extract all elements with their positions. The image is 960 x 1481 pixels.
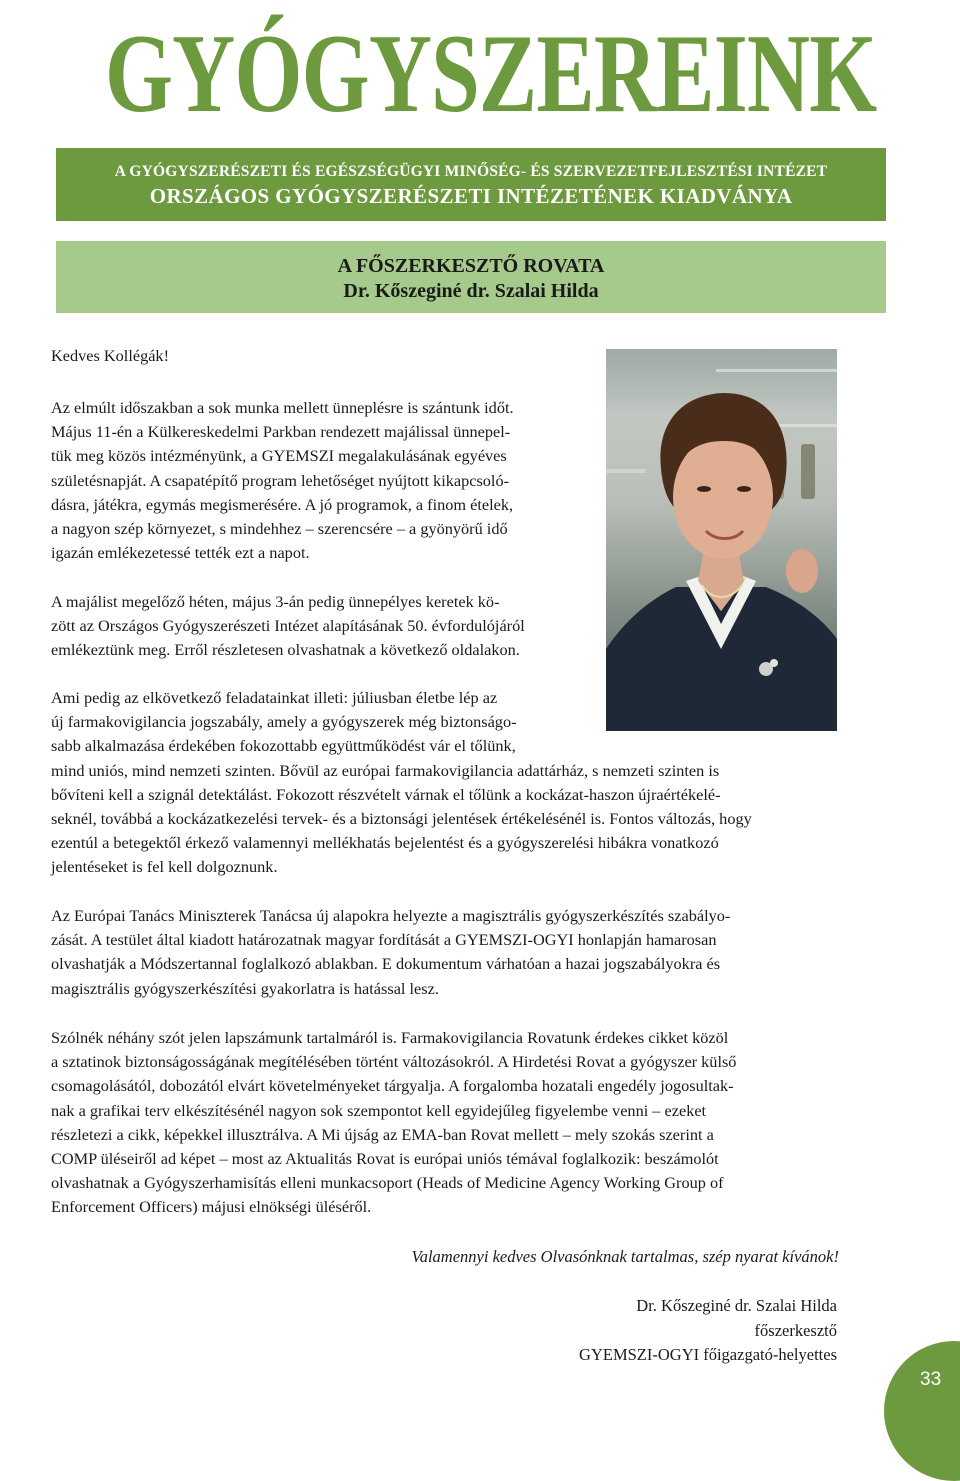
paragraph-line: bővíteni kell a szignál detektálást. Fokozott részvételt várnak el tőlünk a kockázat-haszon újraértékelé- — [51, 784, 721, 804]
publisher-banner — [56, 148, 886, 221]
paragraph-3 — [51, 686, 839, 880]
signature-name: Dr. Kőszeginé dr. Szalai Hilda — [636, 1296, 837, 1315]
column-heading: A FŐSZERKESZTŐ ROVATA — [337, 255, 605, 277]
paragraph-line: tük meg közös intézményünk, a GYEMSZI megalakulásának egyéves — [51, 446, 507, 466]
portrait-illustration — [606, 349, 837, 731]
paragraph-line: COMP üléseiről ad képet – most az Aktualitás Rovat is európai uniós témával foglalkozik: beszámolót — [51, 1149, 719, 1169]
paragraph-line: új farmakovigilancia jogszabály, amely a gyógyszerek még biztonságo- — [51, 712, 517, 732]
signature-role: főszerkesztő — [754, 1320, 837, 1340]
paragraph-1 — [51, 396, 607, 565]
closing-wish: Valamennyi kedves Olvasónknak tartalmas, szép nyarat kívánok! — [411, 1247, 839, 1266]
paragraph-line: Május 11-én a Külkereskedelmi Parkban rendezett majálissal ünnepel- — [51, 422, 511, 442]
author-portrait — [606, 349, 837, 731]
paragraph-4 — [51, 904, 839, 1001]
paragraph-line: seknél, továbbá a kockázatkezelési tervek- és a biztonsági jelentések értékelésénél is. Fontos változás, hogy — [51, 809, 752, 829]
paragraph-line: születésnapját. A csapatépítő program lehetőséget nyújtott kikapcsoló- — [51, 470, 510, 490]
paragraph-line: ezentúl a betegektől érkező valamennyi mellékhatás bejelentést és a gyógyszerelési hibákra vonatkozó — [51, 833, 719, 853]
paragraph-line: igazán emlékezetessé tették ezt a napot. — [51, 543, 310, 563]
paragraph-line: a nagyon szép környezet, s mindehhez – szerencsére – a gyönyörű idő — [51, 519, 508, 539]
column-author: Dr. Kőszeginé dr. Szalai Hilda — [343, 280, 599, 302]
paragraph-5 — [51, 1026, 839, 1220]
paragraph-line: Enforcement Officers) májusi elnökségi üléséről. — [51, 1197, 372, 1217]
paragraph-line: dásra, játékra, egymás megismerésére. A jó programok, a finom ételek, — [51, 494, 514, 514]
paragraph-line: a sztatinok biztonságosságának megítélésében történt változásokról. A Hirdetési Rovat a gyógyszer külső — [51, 1052, 737, 1072]
paragraph-line: jelentéseket is fel kell dolgoznunk. — [51, 857, 278, 877]
greeting: Kedves Kollégák! — [51, 346, 169, 365]
paragraph-line: Ami pedig az elkövetkező feladatainkat illeti: júliusban életbe lép az — [51, 688, 498, 707]
masthead-title: GYÓGYSZEREINK — [105, 12, 877, 136]
paragraph-line: Szólnék néhány szót jelen lapszámunk tartalmáról is. Farmakovigilancia Rovatunk érdekes cikket közöl — [51, 1028, 729, 1047]
paragraph-line: részletezi a cikk, képekkel illusztrálva. A Mi újság az EMA-ban Rovat mellett – mely szokás szerint a — [51, 1124, 714, 1144]
paragraph-line: olvashatnak a Gyógyszerhamisítás elleni munkacsoport (Heads of Medicine Agency Working Group of — [51, 1173, 724, 1193]
signature-block — [579, 1294, 837, 1368]
paragraph-line: A majálist megelőző héten, május 3-án pedig ünnepélyes keretek kö- — [51, 592, 500, 611]
page-number: 33 — [920, 1369, 942, 1390]
paragraph-line: nak a grafikai terv elkészítésénél nagyon sok szempontot kell egyidejűleg figyelembe venni – ezeket — [51, 1100, 707, 1120]
paragraph-line: zását. A testület által kiadott határozatnak magyar fordítását a GYEMSZI-OGYI honlapján hamarosan — [51, 930, 717, 950]
column-header — [56, 241, 886, 313]
page-corner-tab — [884, 1341, 960, 1481]
publisher-line-1: A GYÓGYSZERÉSZETI ÉS EGÉSZSÉGÜGYI MINŐSÉG- ÉS SZERVEZETFEJLESZTÉSI INTÉZET — [114, 163, 828, 180]
paragraph-line: zött az Országos Gyógyszerészeti Intézet alapításának 50. évfordulójáról — [51, 616, 525, 636]
paragraph-line: mind uniós, mind nemzeti szinten. Bővül az európai farmakovigilancia adattárház, s nemzeti szinten is — [51, 760, 720, 780]
paragraph-line: magisztrális gyógyszerkészítési gyakorlatra is hatással lesz. — [51, 978, 439, 998]
publisher-line-2: ORSZÁGOS GYÓGYSZERÉSZETI INTÉZETÉNEK KIADVÁNYA — [149, 184, 793, 208]
paragraph-line: Az elmúlt időszakban a sok munka mellett ünneplésre is szántunk időt. — [51, 398, 514, 417]
paragraph-2 — [51, 590, 591, 663]
signature-position: GYEMSZI-OGYI főigazgató-helyettes — [579, 1345, 837, 1364]
paragraph-line: emlékeztünk meg. Erről részletesen olvashatnak a következő oldalakon. — [51, 640, 520, 660]
paragraph-line: csomagolásától, dobozától elvárt követelményeket tárgyalja. A forgalomba hozatali engedély jogosultak- — [51, 1076, 734, 1096]
paragraph-line: olvashatják a Módszertannal foglalkozó ablakban. E dokumentum várhatóan a hazai jogszabályokra és — [51, 954, 721, 974]
paragraph-line: sabb alkalmazása érdekében fokozottabb együttműködést vár el tőlünk, — [51, 736, 516, 756]
paragraph-line: Az Európai Tanács Miniszterek Tanácsa új alapokra helyezte a magisztrális gyógyszerkészítés szabályo- — [51, 906, 731, 925]
